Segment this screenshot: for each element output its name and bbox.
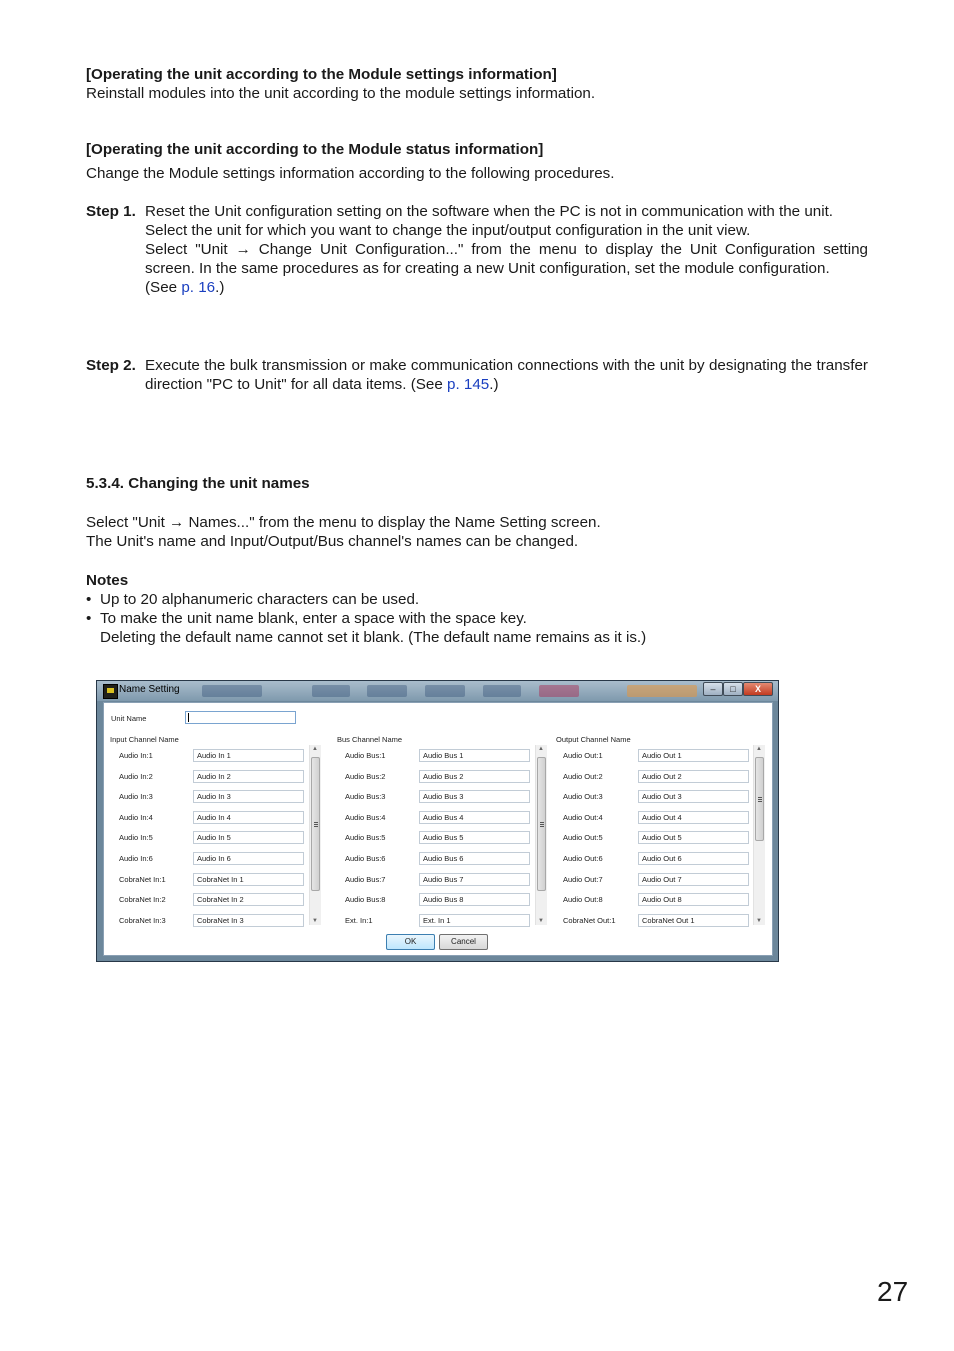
minimize-icon[interactable]: – bbox=[703, 682, 723, 696]
scroll-grip bbox=[758, 797, 762, 798]
output-channel-input[interactable]: Audio Out 8 bbox=[638, 893, 749, 906]
input-channel-label: CobraNet In:1 bbox=[119, 874, 166, 884]
output-channel-label: Audio Out:6 bbox=[563, 854, 603, 863]
maximize-icon[interactable]: □ bbox=[723, 682, 743, 696]
bus-channel-label: Audio Bus:8 bbox=[345, 895, 386, 905]
bus-channel-label: Audio Bus:3 bbox=[345, 792, 386, 802]
scroll-down-icon[interactable]: ▼ bbox=[538, 918, 544, 924]
background-window-ghost bbox=[367, 685, 407, 697]
output-channel-input[interactable]: Audio Out 5 bbox=[638, 831, 749, 844]
unit-name-label: Unit Name bbox=[111, 714, 147, 723]
reference-close: .) bbox=[489, 376, 499, 393]
note-item bbox=[86, 590, 868, 609]
bus-scrollbar[interactable] bbox=[535, 745, 547, 925]
output-channel-input[interactable]: Audio Out 1 bbox=[638, 749, 749, 762]
input-channel-label: CobraNet In:3 bbox=[119, 915, 166, 925]
background-window-ghost bbox=[483, 685, 521, 697]
input-channel-label: CobraNet In:2 bbox=[119, 895, 166, 905]
section-heading: 5.3.4. Changing the unit names bbox=[86, 475, 310, 492]
bus-channel-label: Audio Bus:4 bbox=[345, 812, 386, 822]
output-channel-label: Audio Out:3 bbox=[563, 792, 603, 802]
output-channel-input[interactable]: Audio Out 7 bbox=[638, 873, 749, 886]
step-1 bbox=[86, 202, 868, 297]
window-title: Name Setting bbox=[119, 684, 180, 695]
scroll-grip bbox=[540, 822, 544, 823]
bus-channel-label: Audio Bus:5 bbox=[345, 833, 386, 843]
text-caret bbox=[188, 713, 189, 722]
section-heading: [Operating the unit according to the Module settings information] bbox=[86, 66, 557, 83]
bus-channel-label: Audio Bus:2 bbox=[345, 771, 386, 781]
output-channel-input[interactable]: Audio Out 2 bbox=[638, 770, 749, 783]
background-window-ghost bbox=[202, 685, 262, 697]
step-text: Execute the bulk transmission or make communication connections with the unit by designating the transfer direction "PC to Unit" for all data items. (See bbox=[145, 357, 868, 393]
scroll-down-icon[interactable]: ▼ bbox=[312, 918, 318, 924]
scroll-thumb[interactable] bbox=[755, 757, 764, 841]
step-body bbox=[145, 202, 868, 297]
bus-channel-input[interactable]: Audio Bus 3 bbox=[419, 790, 530, 803]
section-heading: [Operating the unit according to the Module status information] bbox=[86, 141, 544, 158]
app-icon bbox=[103, 684, 118, 699]
output-channel-header: Output Channel Name bbox=[556, 735, 631, 744]
step-text: Select the unit for which you want to change the input/output configuration in the unit view. bbox=[145, 222, 751, 239]
window-titlebar[interactable] bbox=[97, 681, 778, 701]
name-setting-window bbox=[96, 680, 779, 962]
output-scrollbar[interactable] bbox=[753, 745, 765, 925]
step-reference bbox=[145, 278, 868, 297]
input-channel-input[interactable]: CobraNet In 3 bbox=[193, 914, 304, 927]
output-channel-label: Audio Out:7 bbox=[563, 874, 603, 884]
step-text: Reset the Unit configuration setting on the software when the PC is not in communication with the unit. bbox=[145, 203, 834, 220]
output-channel-input[interactable]: Audio Out 3 bbox=[638, 790, 749, 803]
scroll-thumb[interactable] bbox=[311, 757, 320, 891]
step-label: Step 1. bbox=[86, 203, 136, 220]
step-body bbox=[145, 356, 868, 394]
bus-channel-header: Bus Channel Name bbox=[337, 735, 403, 744]
bus-channel-input[interactable]: Audio Bus 4 bbox=[419, 811, 530, 824]
ok-button[interactable]: OK bbox=[386, 934, 435, 950]
input-channel-label: Audio In:2 bbox=[119, 771, 153, 781]
step-2 bbox=[86, 356, 868, 394]
bus-channel-input[interactable]: Audio Bus 8 bbox=[419, 893, 530, 906]
bullet-dot: • bbox=[86, 610, 92, 627]
section-changing-unit-names bbox=[86, 474, 868, 647]
scroll-grip bbox=[314, 826, 318, 827]
section-text: Select "Unit → Names..." from the menu to display the Name Setting screen. bbox=[86, 514, 601, 531]
bus-channel-input[interactable]: Audio Bus 7 bbox=[419, 873, 530, 886]
input-channel-label: Audio In:4 bbox=[119, 812, 153, 822]
scroll-up-icon[interactable]: ▲ bbox=[756, 746, 762, 752]
input-channel-label: Audio In:5 bbox=[119, 833, 153, 843]
section-text: Change the Module settings information according to the following procedures. bbox=[86, 165, 615, 182]
scroll-thumb[interactable] bbox=[537, 757, 546, 891]
reference-close: .) bbox=[215, 279, 225, 296]
background-window-ghost bbox=[539, 685, 579, 697]
input-channel-input[interactable]: Audio In 1 bbox=[193, 749, 304, 762]
output-channel-label: Audio Out:5 bbox=[563, 833, 603, 843]
note-text: To make the unit name blank, enter a space with the space key. bbox=[100, 610, 527, 627]
scroll-up-icon[interactable]: ▲ bbox=[538, 746, 544, 752]
note-item bbox=[86, 609, 868, 628]
output-channel-label: CobraNet Out:1 bbox=[563, 915, 616, 925]
section-module-status bbox=[86, 140, 868, 183]
page-number: 27 bbox=[877, 1276, 909, 1307]
output-channel-label: Audio Out:8 bbox=[563, 895, 603, 905]
bus-channel-label: Audio Bus:1 bbox=[345, 751, 386, 760]
input-channel-header: Input Channel Name bbox=[110, 735, 179, 744]
scroll-grip bbox=[314, 822, 318, 823]
scroll-grip bbox=[540, 824, 544, 825]
output-channel-label: Audio Out:4 bbox=[563, 812, 603, 822]
output-channel-input[interactable]: CobraNet Out 1 bbox=[638, 914, 749, 927]
close-icon[interactable]: X bbox=[743, 682, 773, 696]
bus-channel-input[interactable]: Audio Bus 2 bbox=[419, 770, 530, 783]
background-window-ghost bbox=[425, 685, 465, 697]
bus-channel-label: Audio Bus:6 bbox=[345, 854, 386, 863]
section-module-settings bbox=[86, 65, 868, 103]
bus-channel-input[interactable]: Ext. In 1 bbox=[419, 914, 530, 927]
window-client-area bbox=[103, 702, 773, 956]
scroll-grip bbox=[314, 824, 318, 825]
scroll-grip bbox=[758, 801, 762, 802]
bus-channel-label: Audio Bus:7 bbox=[345, 874, 386, 884]
note-text: Up to 20 alphanumeric characters can be used. bbox=[100, 591, 420, 608]
input-channel-input[interactable]: Audio In 6 bbox=[193, 852, 304, 865]
page-link[interactable]: p. 16 bbox=[181, 279, 216, 296]
scroll-up-icon[interactable]: ▲ bbox=[312, 746, 318, 752]
input-channel-input[interactable]: CobraNet In 2 bbox=[193, 893, 304, 906]
step-text: Select "Unit → Change Unit Configuration..." from the menu to display the Unit Configuration setting screen. In the same procedures as for creating a new Unit configuration, set the module configuration. bbox=[145, 241, 868, 277]
bus-channel-label: Ext. In:1 bbox=[345, 915, 373, 925]
reference-open: (See bbox=[145, 279, 182, 296]
section-text: The Unit's name and Input/Output/Bus channel's names can be changed. bbox=[86, 533, 579, 550]
scroll-down-icon[interactable]: ▼ bbox=[756, 918, 762, 924]
note-text-continued: Deleting the default name cannot set it blank. (The default name remains as it is.) bbox=[100, 629, 647, 646]
input-channel-label: Audio In:6 bbox=[119, 854, 153, 863]
bus-channel-input[interactable]: Audio Bus 1 bbox=[419, 749, 530, 762]
output-channel-input[interactable]: Audio Out 6 bbox=[638, 852, 749, 865]
background-window-ghost bbox=[312, 685, 350, 697]
input-channel-input[interactable]: Audio In 5 bbox=[193, 831, 304, 844]
section-text: Reinstall modules into the unit according to the module settings information. bbox=[86, 85, 596, 102]
input-channel-input[interactable]: Audio In 4 bbox=[193, 811, 304, 824]
bullet-dot: • bbox=[86, 591, 92, 608]
output-channel-input[interactable]: Audio Out 4 bbox=[638, 811, 749, 824]
input-channel-input[interactable]: CobraNet In 1 bbox=[193, 873, 304, 886]
scroll-grip bbox=[540, 826, 544, 827]
input-channel-input[interactable]: Audio In 3 bbox=[193, 790, 304, 803]
input-channel-input[interactable]: Audio In 2 bbox=[193, 770, 304, 783]
cancel-button[interactable]: Cancel bbox=[439, 934, 488, 950]
output-channel-label: Audio Out:1 bbox=[563, 751, 603, 760]
unit-name-input[interactable] bbox=[185, 711, 296, 724]
background-window-ghost bbox=[627, 685, 697, 697]
page-link[interactable]: p. 145 bbox=[447, 376, 490, 393]
step-label: Step 2. bbox=[86, 357, 136, 374]
output-channel-label: Audio Out:2 bbox=[563, 771, 603, 781]
scroll-grip bbox=[758, 799, 762, 800]
input-channel-label: Audio In:1 bbox=[119, 751, 153, 760]
input-channel-label: Audio In:3 bbox=[119, 792, 153, 802]
notes-heading: Notes bbox=[86, 572, 129, 589]
bus-channel-input[interactable]: Audio Bus 6 bbox=[419, 852, 530, 865]
input-scrollbar[interactable] bbox=[309, 745, 321, 925]
bus-channel-input[interactable]: Audio Bus 5 bbox=[419, 831, 530, 844]
